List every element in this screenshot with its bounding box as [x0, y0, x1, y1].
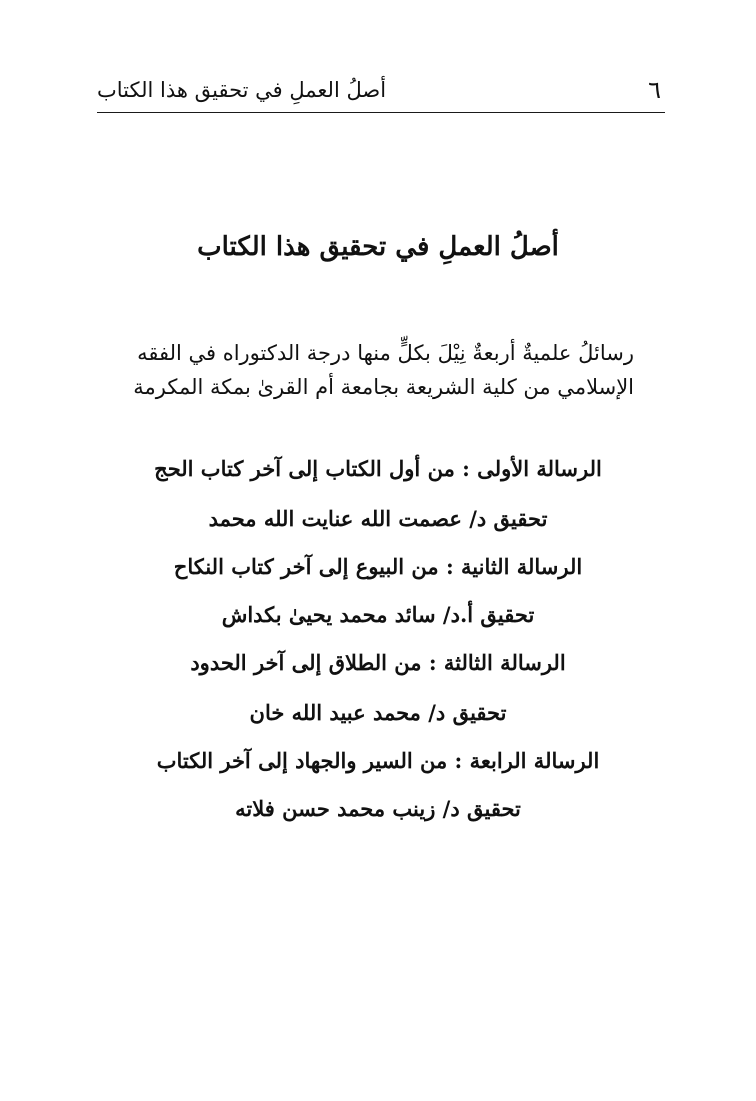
intro-line: رسائلُ علميةٌ أربعةٌ نِيْلَ بكلٍّ منها درجة الدكتوراه في الفقه [137, 341, 634, 365]
thesis-3-editor: تحقيق د/ محمد عبيد الله خان [249, 700, 507, 725]
running-header [97, 72, 665, 113]
thesis-4-editor: تحقيق د/ زينب محمد حسن فلاته [235, 796, 521, 821]
running-title: أصلُ العملِ في تحقيق هذا الكتاب [97, 78, 387, 102]
intro-line: الإسلامي من كلية الشريعة بجامعة أم القرىٰ بمكة المكرمة [133, 375, 634, 399]
thesis-1-title: الرسالة الأولى : من أول الكتاب إلى آخر كتاب الحج [154, 456, 602, 481]
intro-paragraph [114, 336, 634, 404]
thesis-2-title: الرسالة الثانية : من البيوع إلى آخر كتاب النكاح [173, 554, 583, 579]
thesis-3-title: الرسالة الثالثة : من الطلاق إلى آخر الحدود [190, 650, 566, 675]
section-title: أصلُ العملِ في تحقيق هذا الكتاب [197, 232, 559, 262]
thesis-1-editor: تحقيق د/ عصمت الله عنايت الله محمد [208, 506, 548, 531]
page-number: ٦ [648, 76, 661, 104]
thesis-2-editor: تحقيق أ.د/ سائد محمد يحيىٰ بكداش [221, 602, 535, 627]
thesis-4-title: الرسالة الرابعة : من السير والجهاد إلى آخر الكتاب [156, 748, 600, 773]
